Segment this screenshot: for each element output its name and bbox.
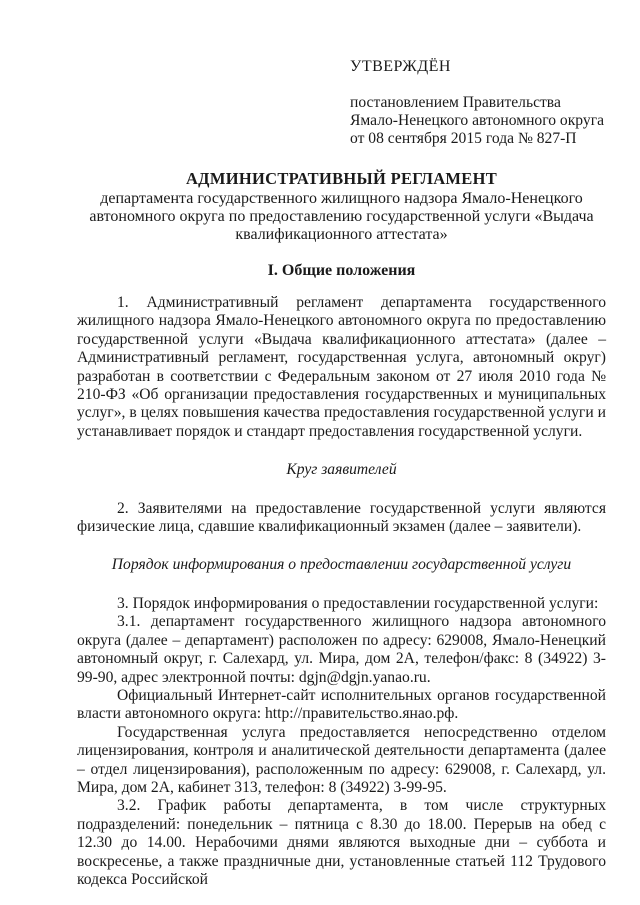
approval-line: от 08 сентября 2015 года № 827-П: [350, 130, 577, 147]
subheading-applicants: Круг заявителей: [286, 461, 397, 479]
paragraph-1: 1. Административный регламент департамента государственного жилищного надзора Ямало-Ненецкого автономного округа по предоставлению государственной услуги «Выдача квалификационного аттестата» (далее – Административный регламент, государственная услуга, автономный округ) разработан в соответствии с Федеральным законом от 27 июля 2010 года № 210-ФЗ «Об организации предоставления государственных и муниципальных услуг», в целях повышения качества предоставления государственной услуги и устанавливает порядок и стандарт предоставления государственной услуги.: [77, 294, 606, 440]
approval-line: Ямало-Ненецкого автономного округа: [350, 112, 605, 129]
approval-line: постановлением Правительства: [350, 94, 561, 111]
document-title-line: автономного округа по предоставлению государственной услуги «Выдача: [89, 208, 594, 225]
paragraph-3-website: Официальный Интернет-сайт исполнительных органов государственной власти автономного округа: http://правительство.янао.рф.: [77, 686, 606, 723]
approval-heading: УТВЕРЖДЁН: [350, 58, 451, 75]
document-title: [77, 170, 606, 244]
subheading-informing: Порядок информирования о предоставлении государственной услуги: [111, 556, 572, 574]
paragraph-3-department: Государственная услуга предоставляется непосредственно отделом лицензирования, контроля и аналитической деятельности департамента (далее – отдел лицензирования), расположенным по адресу: 629008, г. Салехард, ул. Мира, дом 2А, кабинет 313, телефон: 8 (34922) 3-99-95.: [77, 723, 606, 796]
paragraph-3-2: 3.2. График работы департамента, в том числе структурных подразделений: понедельник – пятница с 8.30 до 18.00. Перерыв на обед с 12.30 до 14.00. Нерабочими днями являются выходные дни – суббота и воскресенье, а также праздничные дни, установленные статьей 112 Трудового кодекса Российской: [77, 797, 606, 888]
document-title-main: АДМИНИСТРАТИВНЫЙ РЕГЛАМЕНТ: [185, 169, 498, 188]
document-title-line: квалификационного аттестата»: [235, 226, 448, 243]
document-body: [77, 294, 606, 889]
approval-stamp: [350, 58, 620, 148]
paragraph-3-1: 3.1. департамент государственного жилищного надзора автономного округа (далее – департамент) расположен по адресу: 629008, Ямало-Ненецкий автономный округ, г. Салехард, ул. Мира, дом 2А, телефон/факс: 8 (34922) 3-99-90, адрес электронной почты: dgjn@dgjn.yanao.ru.: [77, 613, 606, 686]
document-title-line: департамента государственного жилищного надзора Ямало-Ненецкого: [100, 190, 583, 207]
paragraph-3: 3. Порядок информирования о предоставлении государственной услуги:: [117, 594, 599, 612]
paragraph-2: 2. Заявителями на предоставление государственной услуги являются физические лица, сдавшие квалификационный экзамен (далее – заявители).: [77, 499, 606, 536]
section-heading: I. Общие положения: [267, 262, 416, 279]
